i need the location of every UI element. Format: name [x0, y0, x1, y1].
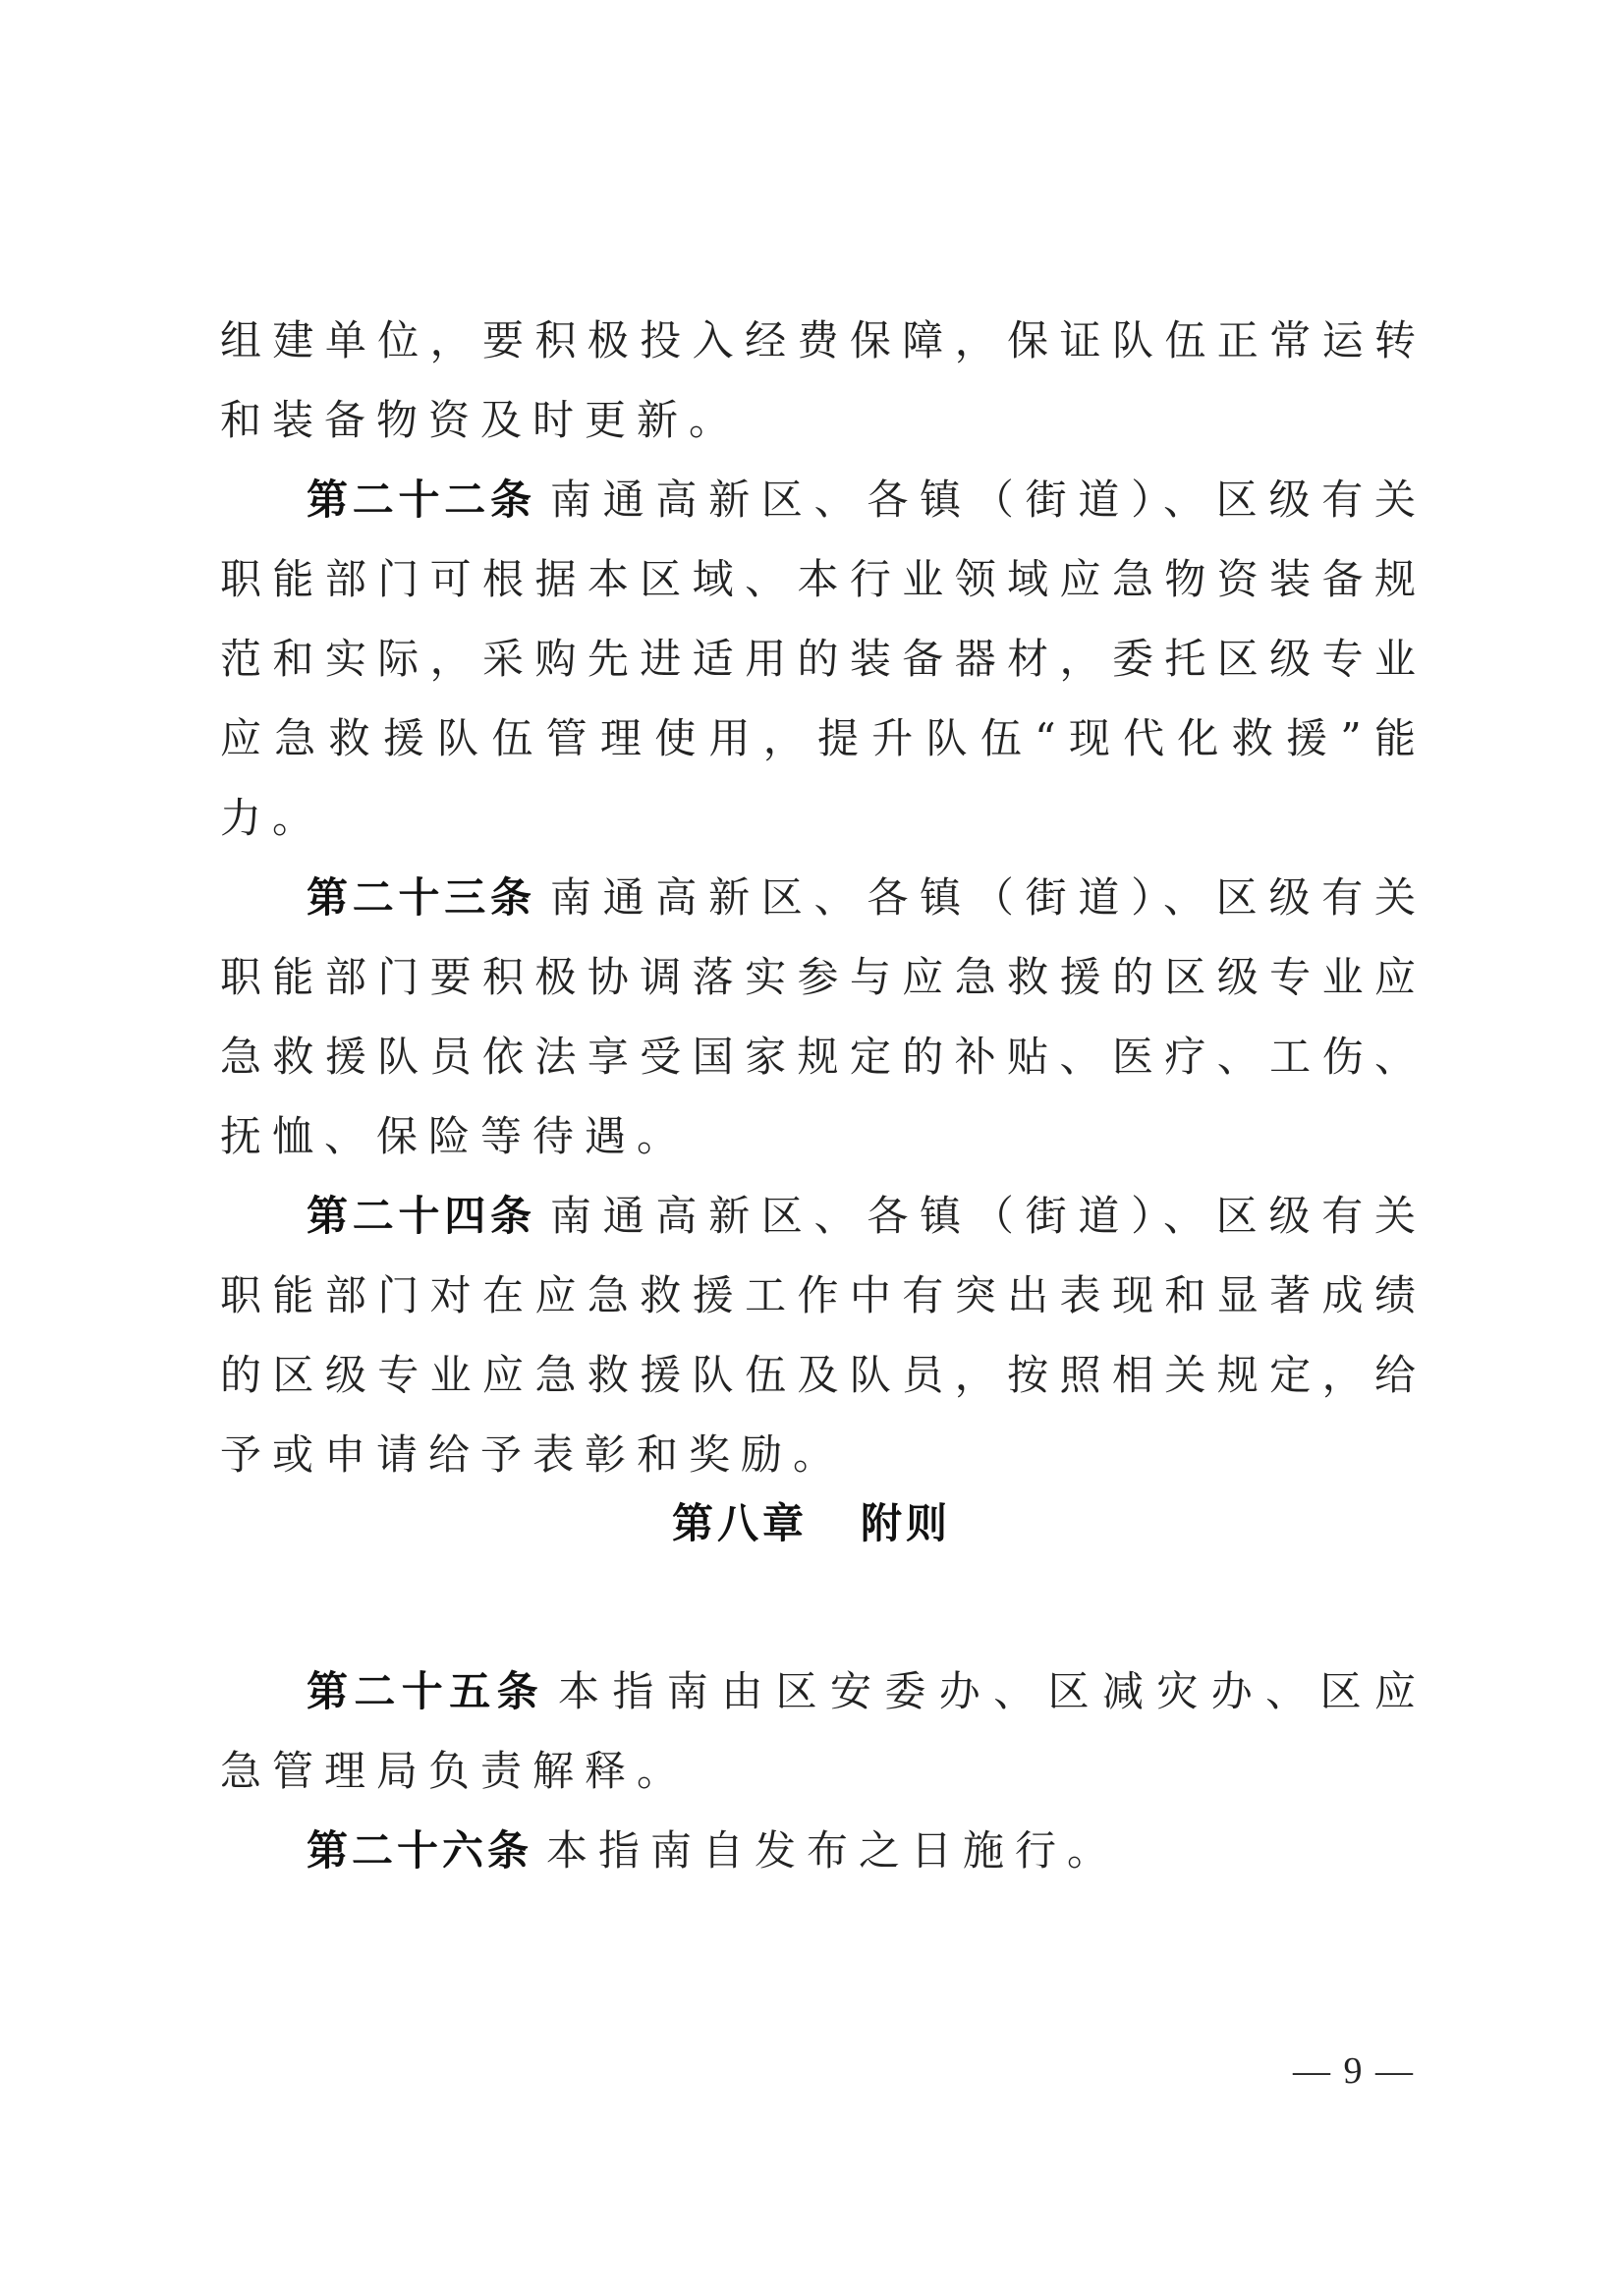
article-26-text: 本指南自发布之日施行。	[546, 1826, 1120, 1875]
article-22-title: 第二十二条	[307, 476, 536, 524]
chapter-title: 附则	[861, 1499, 952, 1547]
article-26-title: 第二十六条	[307, 1826, 533, 1875]
chapter-number: 第八章	[671, 1499, 808, 1547]
body-section-upper	[220, 301, 1427, 1494]
page-number: — 9 —	[1293, 2050, 1415, 2092]
chapter-heading	[0, 1491, 1623, 1550]
article-25-text: 本指南由区安委办、区减灾办、区应急管理局负责解释。	[220, 1667, 1427, 1795]
article-26	[220, 1811, 1427, 1890]
article-23-text: 南通高新区、各镇（街道）、区级有关职能部门要积极协调落实参与应急救援的区级专业应急救援队员依法享受国家规定的补贴、医疗、工伤、抚恤、保险等待遇。	[220, 873, 1427, 1160]
article-24	[220, 1176, 1427, 1494]
article-25-title: 第二十五条	[307, 1667, 544, 1715]
continuation-paragraph: 组建单位，要积极投入经费保障，保证队伍正常运转和装备物资及时更新。	[220, 316, 1427, 444]
article-23-title: 第二十三条	[307, 873, 536, 922]
body-section-lower	[220, 1652, 1427, 1890]
article-23	[220, 858, 1427, 1176]
article-24-text: 南通高新区、各镇（街道）、区级有关职能部门对在应急救援工作中有突出表现和显著成绩的区级专业应急救援队伍及队员，按照相关规定，给予或申请给予表彰和奖励。	[220, 1192, 1427, 1479]
article-24-title: 第二十四条	[307, 1192, 536, 1240]
article-22-text: 南通高新区、各镇（街道）、区级有关职能部门可根据本区域、本行业领域应急物资装备规范和实际，采购先进适用的装备器材，委托区级专业应急救援队伍管理使用，提升队伍“现代化救援”能力。	[220, 476, 1427, 842]
article-25	[220, 1652, 1427, 1811]
article-22	[220, 460, 1427, 858]
